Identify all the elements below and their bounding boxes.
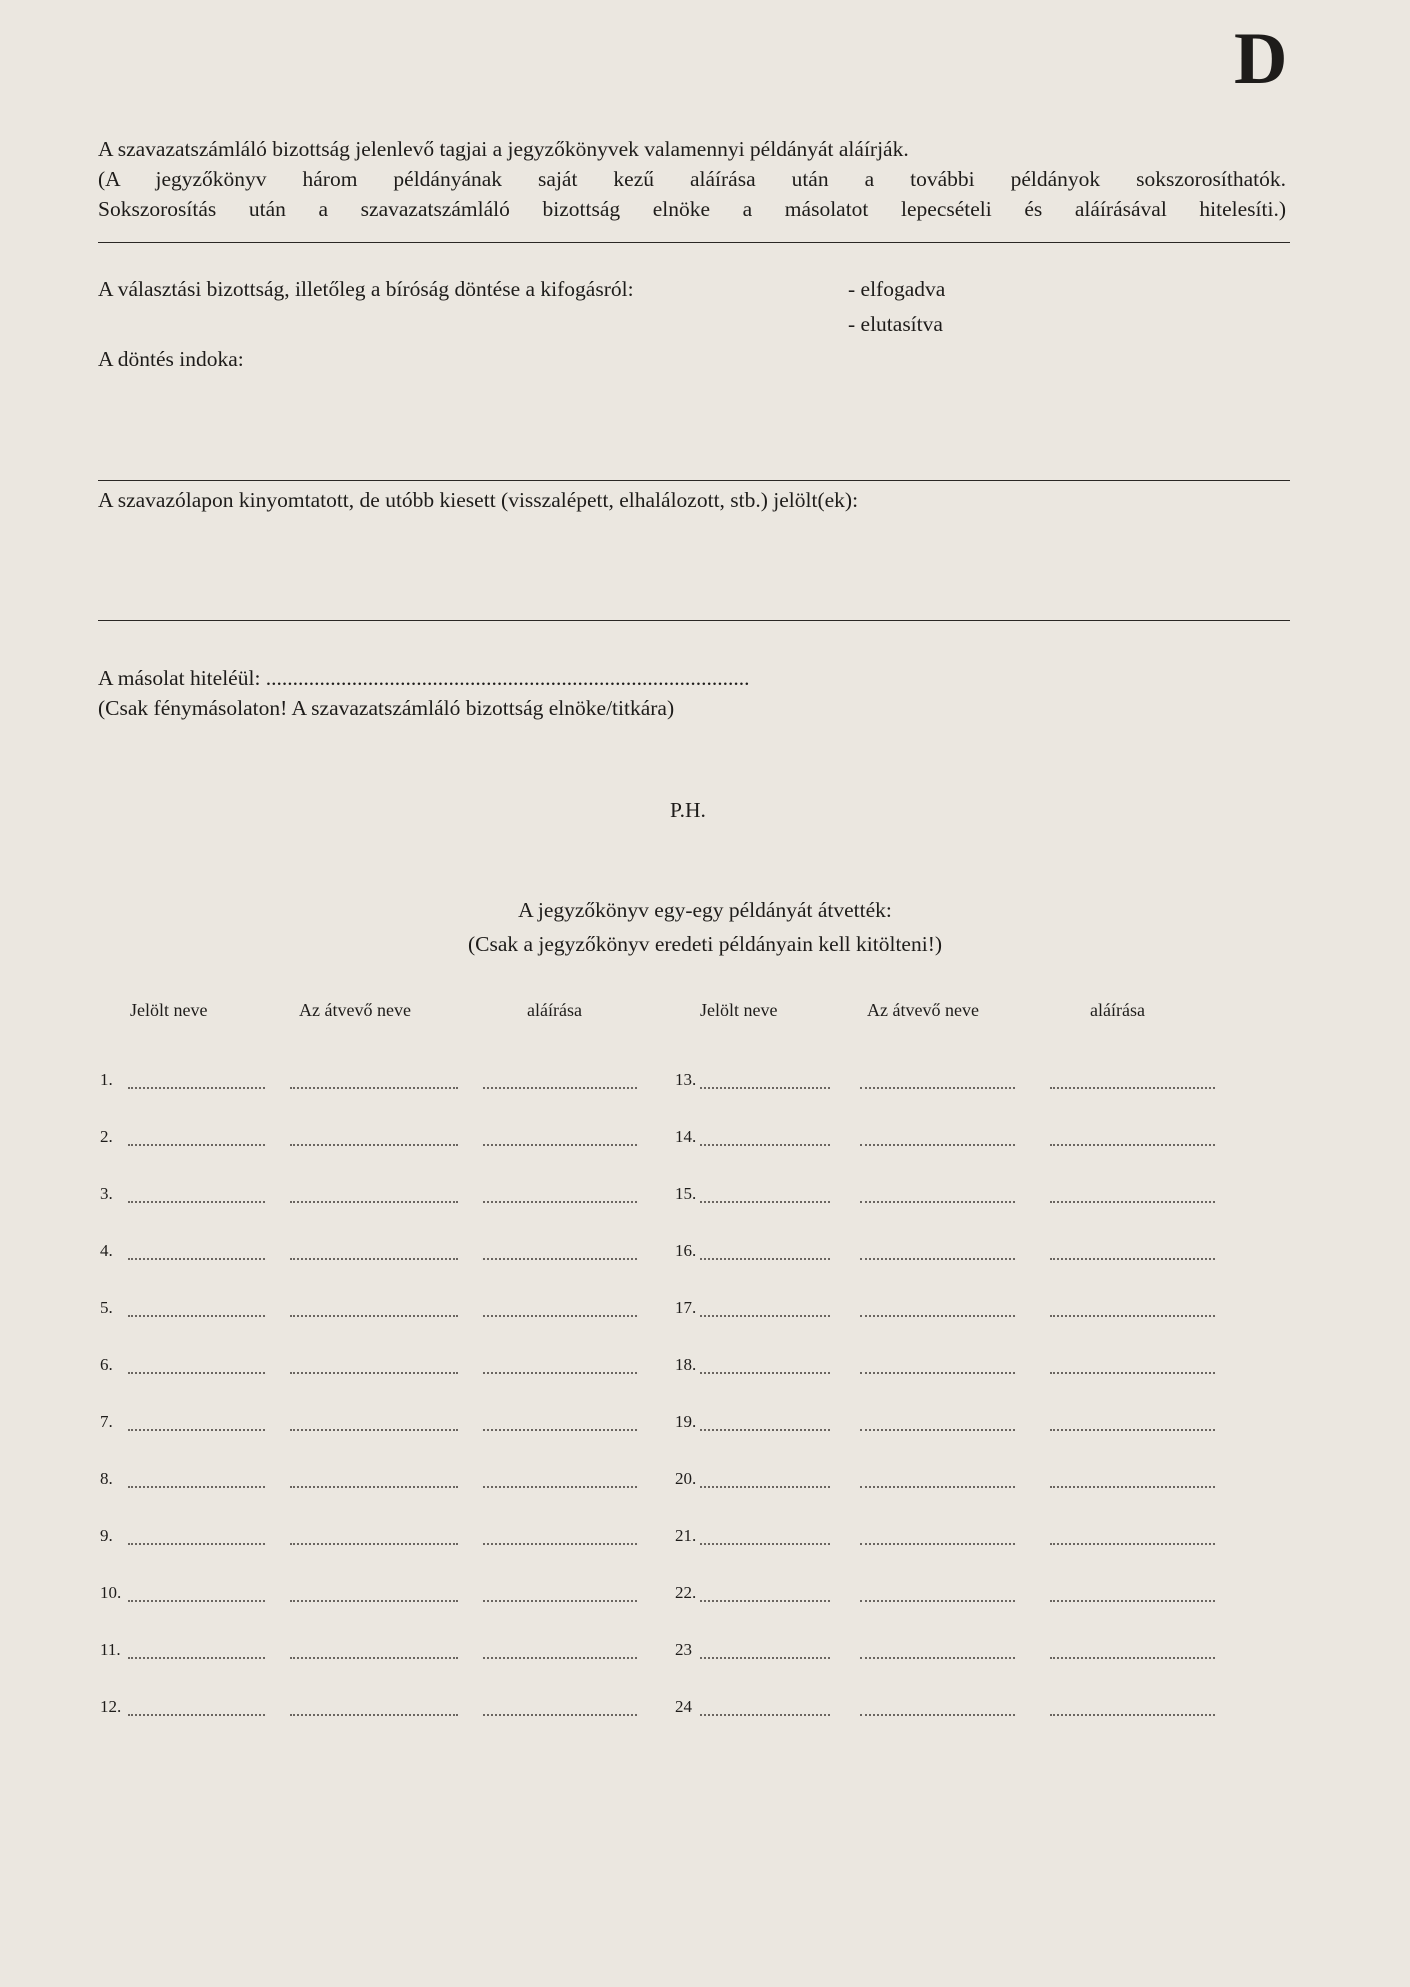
candidate-name-field-left[interactable] [128, 1201, 265, 1203]
receiver-name-field-left[interactable] [290, 1600, 458, 1602]
receiver-name-field-left[interactable] [290, 1429, 458, 1431]
signature-field-left[interactable] [483, 1657, 637, 1659]
receiver-name-field-right[interactable] [860, 1144, 1015, 1146]
divider-line-3 [98, 620, 1290, 621]
candidate-name-field-right[interactable] [700, 1429, 830, 1431]
signature-field-left[interactable] [483, 1201, 637, 1203]
header-candidate-name-left: Jelölt neve [130, 1000, 208, 1020]
candidate-name-field-left[interactable] [128, 1486, 265, 1488]
receiver-name-field-left[interactable] [290, 1144, 458, 1146]
candidate-name-field-left[interactable] [128, 1315, 265, 1317]
candidate-name-field-right[interactable] [700, 1714, 830, 1716]
signature-field-right[interactable] [1050, 1657, 1215, 1659]
row-number-right: 18. [675, 1355, 697, 1374]
row-number-right: 13. [675, 1070, 697, 1089]
objection-label: A választási bizottság, illetőleg a bíróság döntése a kifogásról: [98, 277, 634, 301]
candidate-name-field-right[interactable] [700, 1543, 830, 1545]
candidate-name-field-left[interactable] [128, 1372, 265, 1374]
signature-field-left[interactable] [483, 1372, 637, 1374]
row-number-left: 8. [100, 1469, 113, 1488]
decision-reason-label: A döntés indoka: [98, 347, 244, 371]
stamp-placeholder: P.H. [670, 798, 706, 822]
receiver-name-field-left[interactable] [290, 1372, 458, 1374]
row-number-right: 16. [675, 1241, 697, 1260]
candidate-name-field-left[interactable] [128, 1087, 265, 1089]
candidate-name-field-left[interactable] [128, 1543, 265, 1545]
intro-line-1: A szavazatszámláló bizottság jelenlevő tagjai a jegyzőkönyvek valamennyi példányát aláírják. [98, 137, 909, 161]
row-number-left: 1. [100, 1070, 113, 1089]
signature-field-right[interactable] [1050, 1144, 1215, 1146]
candidate-name-field-left[interactable] [128, 1714, 265, 1716]
candidate-name-field-right[interactable] [700, 1486, 830, 1488]
row-number-right: 14. [675, 1127, 697, 1146]
receiver-name-field-left[interactable] [290, 1714, 458, 1716]
receiver-name-field-right[interactable] [860, 1543, 1015, 1545]
receiver-name-field-right[interactable] [860, 1201, 1015, 1203]
row-number-left: 5. [100, 1298, 113, 1317]
signature-field-left[interactable] [483, 1600, 637, 1602]
signature-field-left[interactable] [483, 1429, 637, 1431]
signature-field-right[interactable] [1050, 1201, 1215, 1203]
receiver-name-field-right[interactable] [860, 1657, 1015, 1659]
row-number-left: 9. [100, 1526, 113, 1545]
row-number-right: 19. [675, 1412, 697, 1431]
header-signature-left: aláírása [527, 1000, 582, 1020]
signature-field-right[interactable] [1050, 1315, 1215, 1317]
receipt-title: A jegyzőkönyv egy-egy példányát átvették: [518, 898, 892, 922]
receiver-name-field-right[interactable] [860, 1486, 1015, 1488]
candidate-name-field-right[interactable] [700, 1657, 830, 1659]
copy-certification-note: (Csak fénymásolaton! A szavazatszámláló bizottság elnöke/titkára) [98, 696, 675, 720]
receiver-name-field-left[interactable] [290, 1087, 458, 1089]
receipt-subtitle: (Csak a jegyzőkönyv eredeti példányain kell kitölteni!) [467, 932, 943, 956]
signature-field-left[interactable] [483, 1486, 637, 1488]
divider-line-2 [98, 480, 1290, 481]
row-number-left: 6. [100, 1355, 113, 1374]
receiver-name-field-right[interactable] [860, 1315, 1015, 1317]
row-number-right: 21. [675, 1526, 697, 1545]
signature-field-right[interactable] [1050, 1714, 1215, 1716]
candidate-name-field-left[interactable] [128, 1600, 265, 1602]
candidate-name-field-right[interactable] [700, 1372, 830, 1374]
header-candidate-name-right: Jelölt neve [700, 1000, 778, 1020]
row-number-left: 3. [100, 1184, 113, 1203]
candidate-name-field-right[interactable] [700, 1201, 830, 1203]
signature-field-left[interactable] [483, 1258, 637, 1260]
candidate-name-field-left[interactable] [128, 1144, 265, 1146]
candidate-name-field-right[interactable] [700, 1087, 830, 1089]
signature-field-right[interactable] [1050, 1087, 1215, 1089]
receiver-name-field-right[interactable] [860, 1714, 1015, 1716]
receiver-name-field-right[interactable] [860, 1600, 1015, 1602]
option-accepted[interactable]: - elfogadva [848, 277, 946, 301]
option-rejected[interactable]: - elutasítva [848, 312, 943, 336]
header-receiver-name-right: Az átvevő neve [867, 1000, 979, 1020]
receiver-name-field-left[interactable] [290, 1657, 458, 1659]
row-number-left: 2. [100, 1127, 113, 1146]
signature-field-right[interactable] [1050, 1600, 1215, 1602]
signature-field-right[interactable] [1050, 1543, 1215, 1545]
row-number-left: 7. [100, 1412, 113, 1431]
candidate-name-field-left[interactable] [128, 1657, 265, 1659]
signature-field-left[interactable] [483, 1144, 637, 1146]
withdrawn-candidates-label: A szavazólapon kinyomtatott, de utóbb kiesett (visszalépett, elhalálozott, stb.) jelölt(ek): [98, 488, 859, 512]
candidate-name-field-right[interactable] [700, 1315, 830, 1317]
signature-field-left[interactable] [483, 1315, 637, 1317]
row-number-right: 15. [675, 1184, 697, 1203]
signature-field-left[interactable] [483, 1087, 637, 1089]
row-number-right: 17. [675, 1298, 697, 1317]
signature-field-right[interactable] [1050, 1258, 1215, 1260]
row-number-right: 24 [675, 1697, 692, 1716]
receiver-name-field-right[interactable] [860, 1372, 1015, 1374]
receiver-name-field-right[interactable] [860, 1258, 1015, 1260]
header-receiver-name-left: Az átvevő neve [299, 1000, 411, 1020]
signature-field-right[interactable] [1050, 1486, 1215, 1488]
row-number-left: 12. [100, 1697, 122, 1716]
signature-field-left[interactable] [483, 1714, 637, 1716]
row-number-right: 23 [675, 1640, 692, 1659]
candidate-name-field-right[interactable] [700, 1144, 830, 1146]
receiver-name-field-right[interactable] [860, 1087, 1015, 1089]
receiver-name-field-left[interactable] [290, 1315, 458, 1317]
row-number-left: 11. [100, 1640, 121, 1659]
candidate-name-field-right[interactable] [700, 1258, 830, 1260]
signature-field-right[interactable] [1050, 1372, 1215, 1374]
divider-line-1 [98, 242, 1290, 243]
candidate-name-field-left[interactable] [128, 1429, 265, 1431]
receiver-name-field-left[interactable] [290, 1543, 458, 1545]
intro-line-2: (A jegyzőkönyv három példányának saját kezű aláírása után a további példányok sokszorosíthatók. [98, 167, 1286, 191]
intro-line-3: Sokszorosítás után a szavazatszámláló bizottság elnöke a másolatot lepecsételi és aláírásával hitelesíti.) [98, 197, 1286, 221]
intro-paragraph [98, 134, 1286, 224]
copy-certification-label: A másolat hiteléül: .......................................................................................... [98, 666, 750, 690]
row-number-left: 4. [100, 1241, 113, 1260]
form-letter: D [1234, 18, 1288, 100]
signature-field-right[interactable] [1050, 1429, 1215, 1431]
row-number-left: 10. [100, 1583, 122, 1602]
receiver-name-field-left[interactable] [290, 1486, 458, 1488]
candidate-name-field-left[interactable] [128, 1258, 265, 1260]
candidate-name-field-right[interactable] [700, 1600, 830, 1602]
header-signature-right: aláírása [1090, 1000, 1145, 1020]
receiver-name-field-right[interactable] [860, 1429, 1015, 1431]
row-number-right: 20. [675, 1469, 697, 1488]
receiver-name-field-left[interactable] [290, 1201, 458, 1203]
row-number-right: 22. [675, 1583, 697, 1602]
signature-field-left[interactable] [483, 1543, 637, 1545]
receiver-name-field-left[interactable] [290, 1258, 458, 1260]
